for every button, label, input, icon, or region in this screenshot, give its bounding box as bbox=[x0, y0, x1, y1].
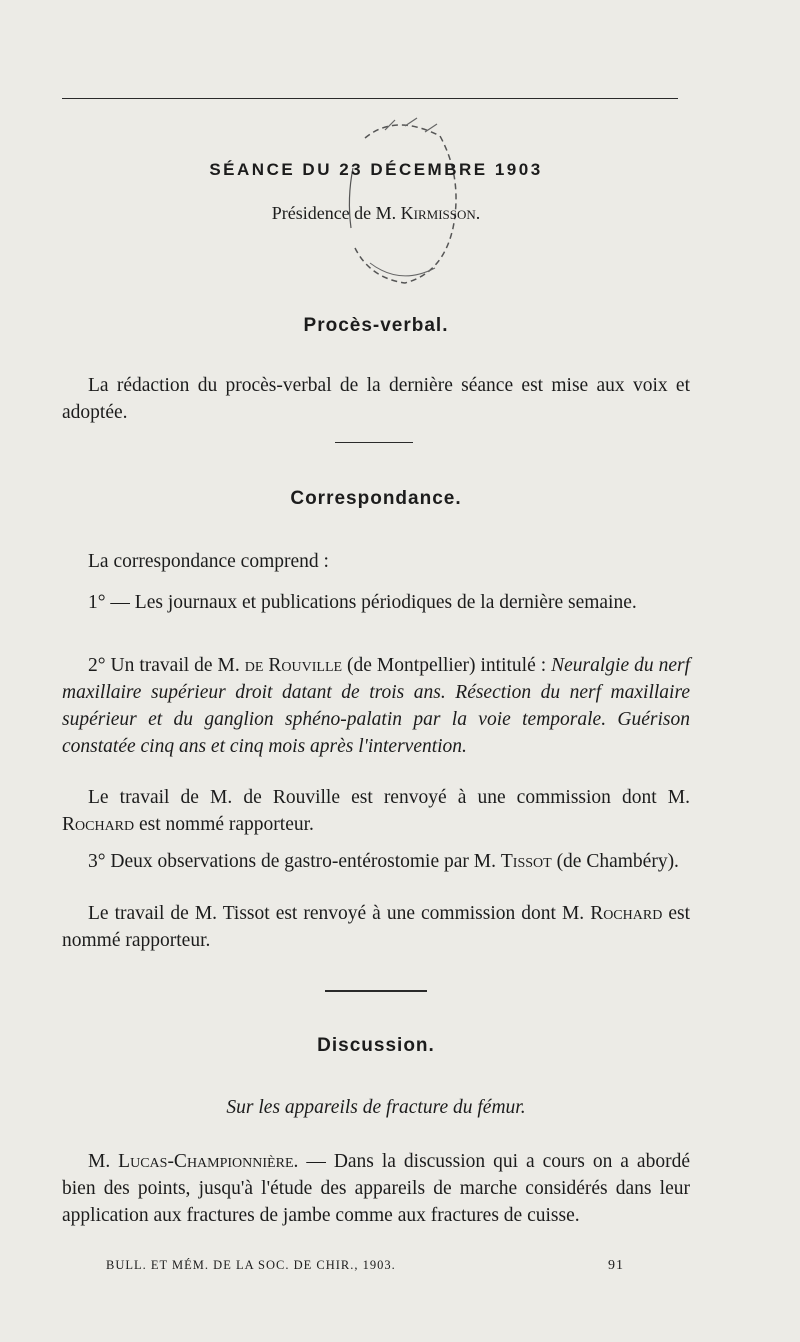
separator-short-2 bbox=[325, 990, 427, 992]
discussion-heading: Discussion. bbox=[317, 1035, 435, 1056]
discussion-speaker: M. Lucas-Championnière. bbox=[88, 1151, 299, 1172]
seance-title: SÉANCE DU 23 DÉCEMBRE 1903 bbox=[209, 160, 543, 179]
item3-followup-prefix: Le travail de M. Tissot est renvoyé à une commission dont M. bbox=[88, 903, 591, 924]
item2-middle: (de Montpellier) intitulé : bbox=[342, 655, 552, 676]
separator-short-1 bbox=[335, 442, 413, 443]
correspondance-heading: Correspondance. bbox=[290, 488, 462, 509]
item2-followup-prefix: Le travail de M. de Rouville est renvoyé à une commission dont M. bbox=[88, 787, 690, 808]
item3-suffix: (de Chambéry). bbox=[551, 851, 679, 872]
correspondance-item-2 bbox=[62, 652, 690, 760]
correspondance-item-3-followup bbox=[62, 900, 690, 954]
item2-name: de Rouville bbox=[244, 655, 343, 676]
item2-followup-name: Rochard bbox=[62, 814, 135, 835]
item3-followup-name: Rochard bbox=[590, 903, 663, 924]
presidence-suffix: . bbox=[475, 203, 481, 223]
discussion-subheading: Sur les appareils de fracture du fémur. bbox=[226, 1097, 526, 1118]
presidence-name: Kirmisson bbox=[400, 203, 476, 223]
item2-prefix: 2° Un travail de M. bbox=[88, 655, 245, 676]
proces-verbal-text: La rédaction du procès-verbal de la dernière séance est mise aux voix et adoptée. bbox=[62, 375, 690, 423]
presidence-prefix: Présidence de M. bbox=[271, 203, 401, 223]
proces-verbal-heading: Procès-verbal. bbox=[303, 315, 449, 336]
item2-followup-suffix: est nommé rapporteur. bbox=[134, 814, 314, 835]
presidence-line bbox=[62, 200, 690, 227]
item3-followup-suffix: est nommé rapporteur. bbox=[62, 903, 690, 951]
item2-title: Neuralgie du nerf maxillaire supérieur droit datant de trois ans. Résection du nerf maxillaire supérieur et du ganglion sphéno-palatin par la voie temporale. Guérison constatée cinq ans et cinq mois après l'intervention. bbox=[62, 655, 691, 757]
correspondance-intro: La correspondance comprend : bbox=[88, 551, 329, 572]
correspondance-item-1: 1° — Les journaux et publications périodiques de la dernière semaine. bbox=[88, 592, 637, 613]
item3-name: Tissot bbox=[500, 851, 552, 872]
footer-journal: BULL. ET MÉM. DE LA SOC. DE CHIR., 1903. bbox=[106, 1258, 396, 1272]
top-rule bbox=[62, 98, 678, 99]
footer-page-number: 91 bbox=[608, 1258, 624, 1273]
item3-prefix: 3° Deux observations de gastro-entérostomie par M. bbox=[88, 851, 501, 872]
correspondance-item-2-followup bbox=[62, 784, 690, 838]
discussion-text bbox=[62, 1148, 690, 1229]
correspondance-item-3 bbox=[62, 848, 690, 875]
discussion-body: — Dans la discussion qui a cours on a abordé bien des points, jusqu'à l'étude des appareils de marche considérés dans leur application aux fractures de jambe comme aux fractures de cuisse. bbox=[62, 1151, 690, 1226]
